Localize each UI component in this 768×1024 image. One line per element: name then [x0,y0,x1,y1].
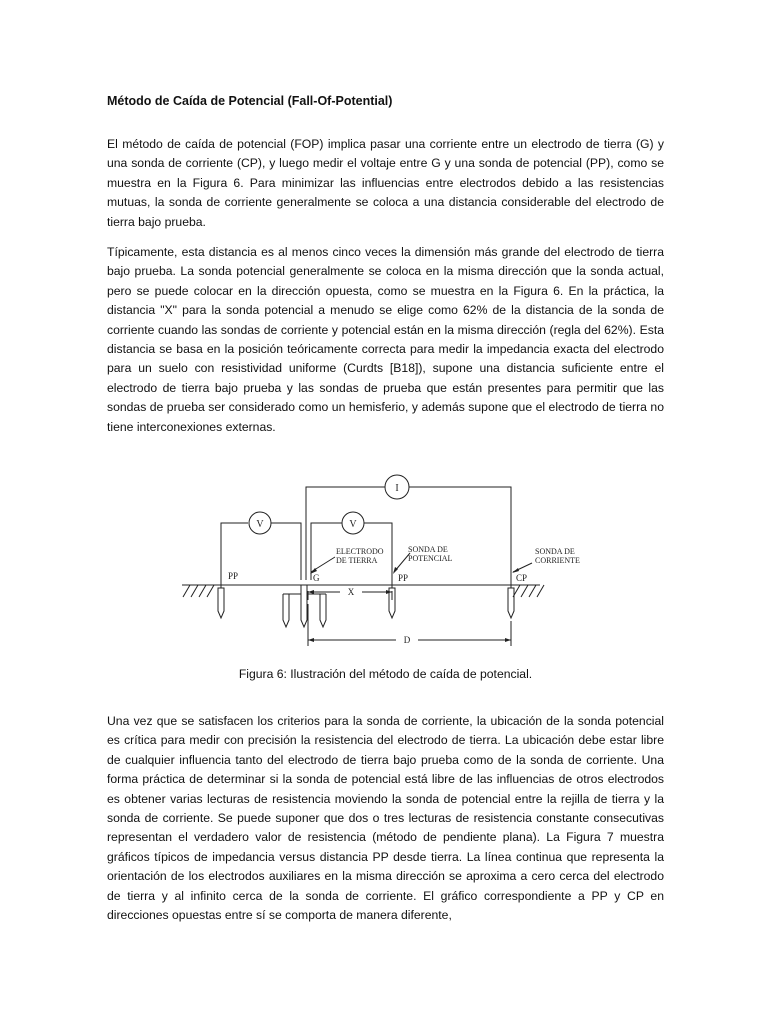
probe-cp [508,588,514,618]
ground-rod-1 [283,594,289,627]
voltmeter-left-wire-b [271,523,301,580]
paragraph-3: Una vez que se satisfacen los criterios para la sonda de corriente, la ubicación de la sonda potencial es crítica para medir con precisión la resistencia del electrodo de tierra. La ubicación debe estar libre de cualquier influencia tanto del electrodo de tierra bajo prueba como de la sonda de corriente. Una forma práctica de determinar si la sonda de potencial está libre de las influencias de otros electrodos es obtener varias lecturas de resistencia moviendo la sonda de potencial entre la rejilla de tierra y la sonda de corriente. Se puede suponer que dos o tres lecturas de resistencia constante consecutivas representan el verdadero valor de resistencia (método de pendiente plana). La Figura 7 muestra gráficos típicos de impedancia versus distancia PP desde tierra. La línea continua que representa la orientación de los electrodos auxiliares en la misma dirección se aproxima a cero cerca del electrodo de tierra y al infinito cerca de la sonda de corriente. El gráfico correspondiente a PP y CP en direcciones opuestas entre sí se comporta de manera diferente, [107,714,664,923]
dimension-x-label: X [347,587,355,597]
label-electrodo-2: DE TIERRA [336,556,378,565]
ammeter-label: I [395,483,399,494]
label-sonda-potencial-2: POTENCIAL [408,554,453,563]
paragraph-1: El método de caída de potencial (FOP) implica pasar una corriente entre un electrodo de tierra (G) y una sonda de corriente (CP), y luego medir el voltaje entre G y una sonda de potencial (PP), como se muestra en la Figura 6. Para minimizar las influencias entre electrodos debido a las resistencias mutuas, la sonda de corriente generalmente se coloca a una distancia considerable del electrodo de tierra bajo prueba. [107,137,664,229]
fall-of-potential-diagram [170,468,590,653]
label-pp-right: PP [398,573,409,583]
current-wire-left [306,487,385,580]
dimension-d-label: D [403,635,411,645]
paragraph-2: Típicamente, esta distancia es al menos cinco veces la dimensión más grande del electrodo de tierra bajo prueba. La sonda potencial generalmente se coloca en la misma dirección que la sonda actual, pero se puede colocar en la dirección opuesta, como se muestra en la Figura 6. En la práctica, la distancia "X" para la sonda potencial a menudo se elige como 62% de la distancia de la sonda de corriente cuando las sondas de corriente y potencial están en la misma dirección (regla del 62%). Esta distancia se basa en la posición teóricamente correcta para medir la impedancia exacta del electrodo para un suelo con resistividad uniforme (Curdts [B18]), supone una distancia suficiente entre el electrodo de tierra bajo prueba y las sondas de prueba que están presentes para permitir que las sondas de prueba ser considerado como un hemisferio, y además supone que el electrodo de tierra no tiene interconexiones externas. [107,245,664,434]
label-electrodo-1: ELECTRODO [336,547,384,556]
figure-6 [170,468,590,653]
figure-caption: Figura 6: Ilustración del método de caída de potencial. [238,667,533,681]
voltmeter-right-label: V [349,519,357,530]
document-title: Método de Caída de Potencial (Fall-Of-Potential) [107,94,393,108]
current-wire-right [409,487,511,580]
label-g: G [313,573,320,583]
label-pp-left: PP [228,571,239,581]
label-sonda-potencial-1: SONDA DE [408,545,448,554]
voltmeter-left-label: V [256,519,264,530]
ground-rod-3 [320,594,326,627]
label-sonda-corriente-2: CORRIENTE [535,556,580,565]
probe-pp-left [218,588,224,618]
label-cp: CP [516,573,528,583]
ground-rod-2 [301,585,307,627]
label-sonda-corriente-1: SONDA DE [535,547,575,556]
